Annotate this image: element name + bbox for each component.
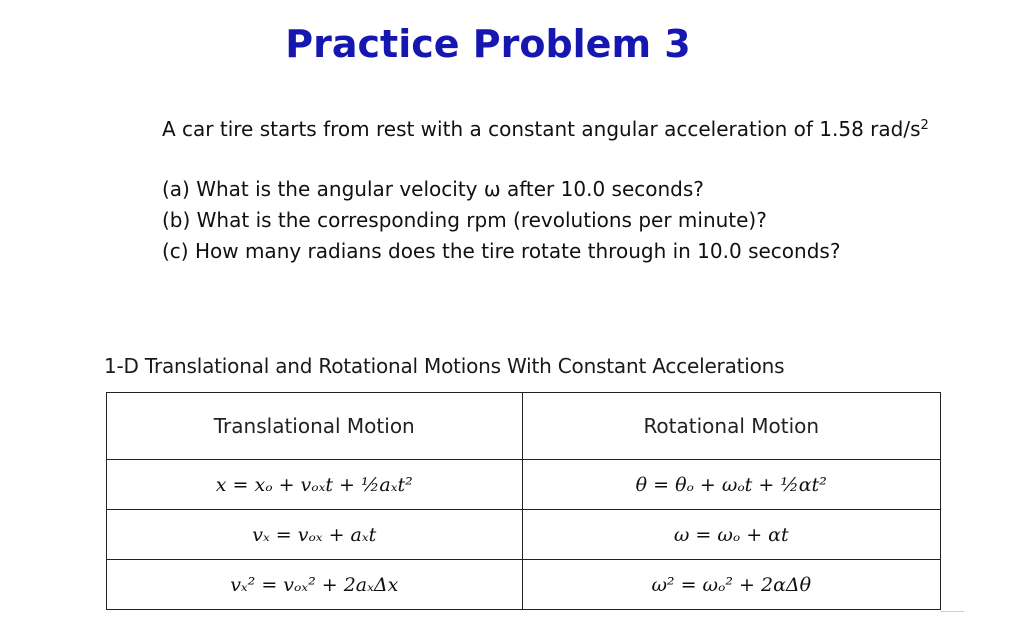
problem-statement-exponent: 2 xyxy=(920,118,929,133)
problem-statement xyxy=(162,114,982,145)
table-header-row xyxy=(107,393,941,460)
equation-translational-position: x = xₒ + vₒₓt + ½aₓt² xyxy=(107,460,523,510)
equation-rotational-velocity-squared: ω² = ωₒ² + 2αΔθ xyxy=(522,560,940,610)
equation-rotational-velocity: ω = ωₒ + αt xyxy=(522,510,940,560)
header-rotational: Rotational Motion xyxy=(522,393,940,460)
equation-translational-velocity-squared: vₓ² = vₒₓ² + 2aₓΔx xyxy=(107,560,523,610)
slide-edge-line xyxy=(940,611,964,612)
table-row xyxy=(107,560,941,610)
table-caption: 1-D Translational and Rotational Motions With Constant Accelerations xyxy=(104,354,785,378)
equation-translational-velocity: vₓ = vₒₓ + aₓt xyxy=(107,510,523,560)
table-row xyxy=(107,510,941,560)
question-a: (a) What is the angular velocity ω after 10.0 seconds? xyxy=(162,177,704,201)
page-title: Practice Problem 3 xyxy=(285,22,691,66)
question-c: (c) How many radians does the tire rotate through in 10.0 seconds? xyxy=(162,239,841,263)
question-b: (b) What is the corresponding rpm (revolutions per minute)? xyxy=(162,208,767,232)
header-translational: Translational Motion xyxy=(107,393,523,460)
equation-rotational-position: θ = θₒ + ωₒt + ½αt² xyxy=(522,460,940,510)
problem-statement-text: A car tire starts from rest with a constant angular acceleration of 1.58 rad/s xyxy=(162,117,921,141)
equations-table xyxy=(106,392,941,610)
table-row xyxy=(107,460,941,510)
problem-text xyxy=(162,114,982,267)
